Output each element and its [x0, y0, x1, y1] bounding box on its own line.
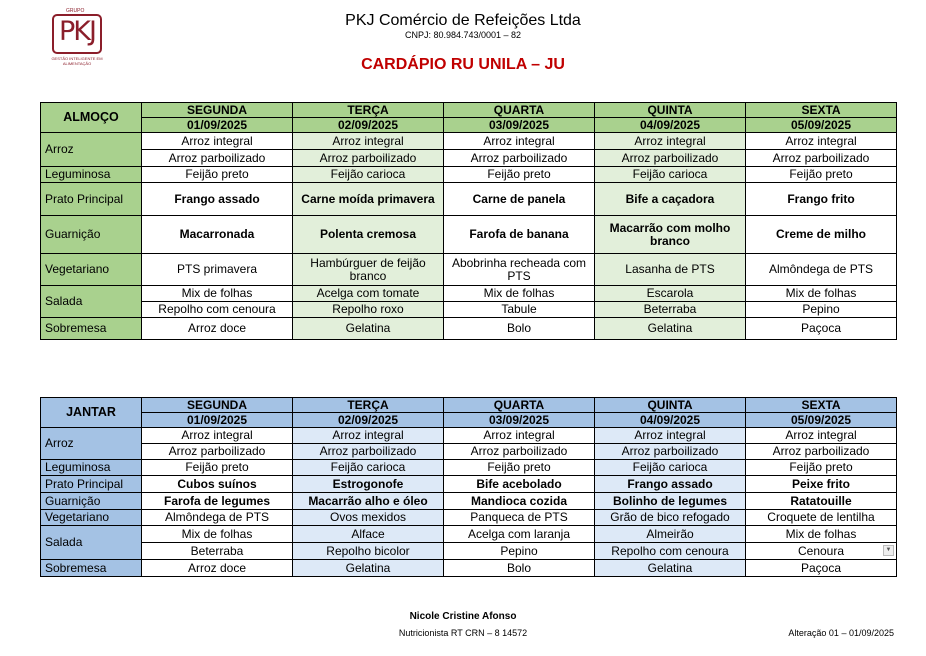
lunch-day-name: SEGUNDA [142, 103, 293, 118]
lunch-category-guarnicao: Guarnição [41, 216, 142, 254]
dinner-day-name: QUINTA [595, 398, 746, 413]
lunch-day-date: 02/09/2025 [293, 118, 444, 133]
lunch-cell: Feijão preto [444, 167, 595, 183]
dinner-category-leguminosa: Leguminosa [41, 460, 142, 476]
dinner-cell: Frango assado [595, 476, 746, 493]
lunch-cell: Almôndega de PTS [746, 254, 897, 286]
dinner-day-name: QUARTA [444, 398, 595, 413]
dinner-category-sobremesa: Sobremesa [41, 560, 142, 577]
lunch-cell: Repolho com cenoura [142, 302, 293, 318]
lunch-cell: Feijão preto [746, 167, 897, 183]
dinner-cell: Arroz integral [595, 428, 746, 444]
lunch-cell: Arroz parboilizado [444, 150, 595, 167]
dinner-cell: Arroz parboilizado [746, 444, 897, 460]
lunch-cell: Farofa de banana [444, 216, 595, 254]
lunch-cell: Bife a caçadora [595, 183, 746, 216]
dinner-cell-with-dropdown[interactable] [746, 543, 897, 560]
lunch-header-dates-row [41, 118, 897, 133]
dinner-cell: Alface [293, 526, 444, 543]
dinner-cell-text: Cenoura [797, 543, 845, 558]
company-name: PKJ Comércio de Refeições Ltda [345, 12, 581, 29]
menu-title: CARDÁPIO RU UNILA – JU [361, 56, 565, 73]
dinner-day-name: SEXTA [746, 398, 897, 413]
dinner-cell: Feijão preto [444, 460, 595, 476]
lunch-cell: Beterraba [595, 302, 746, 318]
lunch-cell: Frango assado [142, 183, 293, 216]
lunch-cell: Carne moída primavera [293, 183, 444, 216]
dinner-cell: Arroz integral [293, 428, 444, 444]
lunch-cell: Polenta cremosa [293, 216, 444, 254]
lunch-category-arroz: Arroz [41, 133, 142, 167]
lunch-cell: Gelatina [595, 318, 746, 340]
lunch-menu-table [40, 102, 897, 340]
lunch-cell: Mix de folhas [142, 286, 293, 302]
lunch-category-sobremesa: Sobremesa [41, 318, 142, 340]
lunch-day-date: 04/09/2025 [595, 118, 746, 133]
lunch-cell: Tabule [444, 302, 595, 318]
dinner-category-guarnicao: Guarnição [41, 493, 142, 510]
lunch-header-days-row [41, 103, 897, 118]
dinner-cell: Feijão carioca [595, 460, 746, 476]
lunch-cell: Paçoca [746, 318, 897, 340]
logo-mark: PKJ [59, 16, 95, 47]
lunch-cell: Abobrinha recheada com PTS [444, 254, 595, 286]
dinner-leguminosa-row [41, 460, 897, 476]
lunch-guarnicao-row [41, 216, 897, 254]
lunch-category-vegetariano: Vegetariano [41, 254, 142, 286]
dinner-header-dates-row [41, 413, 897, 428]
lunch-cell: Arroz integral [444, 133, 595, 150]
dinner-cell: Bolinho de legumes [595, 493, 746, 510]
dinner-cell: Mix de folhas [746, 526, 897, 543]
lunch-day-date: 05/09/2025 [746, 118, 897, 133]
dinner-cell: Cubos suínos [142, 476, 293, 493]
lunch-cell: Arroz parboilizado [595, 150, 746, 167]
lunch-day-name: TERÇA [293, 103, 444, 118]
logo-tagline: GESTÃO INTELIGENTE EM ALIMENTAÇÃO [51, 56, 103, 66]
lunch-cell: Arroz integral [142, 133, 293, 150]
company-cnpj: CNPJ: 80.984.743/0001 – 82 [404, 30, 522, 40]
dinner-category-vegetariano: Vegetariano [41, 510, 142, 526]
dinner-cell: Mandioca cozida [444, 493, 595, 510]
nutritionist-name: Nicole Cristine Afonso [409, 611, 517, 622]
lunch-prato-row [41, 183, 897, 216]
lunch-category-leguminosa: Leguminosa [41, 167, 142, 183]
dinner-arroz-row-2 [41, 444, 897, 460]
lunch-cell: Pepino [746, 302, 897, 318]
dinner-label: JANTAR [41, 398, 142, 428]
dinner-cell: Arroz parboilizado [444, 444, 595, 460]
lunch-cell: Hambúrguer de feijão branco [293, 254, 444, 286]
dinner-day-name: SEGUNDA [142, 398, 293, 413]
dinner-cell: Peixe frito [746, 476, 897, 493]
lunch-cell: Arroz integral [595, 133, 746, 150]
lunch-day-name: SEXTA [746, 103, 897, 118]
dinner-day-name: TERÇA [293, 398, 444, 413]
dinner-cell: Feijão preto [746, 460, 897, 476]
lunch-day-name: QUARTA [444, 103, 595, 118]
dinner-category-prato: Prato Principal [41, 476, 142, 493]
dinner-cell: Feijão preto [142, 460, 293, 476]
lunch-cell: Acelga com tomate [293, 286, 444, 302]
lunch-category-prato: Prato Principal [41, 183, 142, 216]
lunch-cell: Arroz doce [142, 318, 293, 340]
lunch-cell: Mix de folhas [746, 286, 897, 302]
lunch-cell: Feijão carioca [595, 167, 746, 183]
lunch-cell: Creme de milho [746, 216, 897, 254]
dinner-cell: Arroz doce [142, 560, 293, 577]
dinner-cell: Arroz parboilizado [595, 444, 746, 460]
lunch-cell: Escarola [595, 286, 746, 302]
lunch-day-date: 03/09/2025 [444, 118, 595, 133]
dinner-cell: Macarrão alho e óleo [293, 493, 444, 510]
dinner-cell: Paçoca [746, 560, 897, 577]
dinner-cell: Mix de folhas [142, 526, 293, 543]
lunch-cell: Arroz parboilizado [746, 150, 897, 167]
dinner-cell: Estrogonofe [293, 476, 444, 493]
dinner-cell: Arroz parboilizado [142, 444, 293, 460]
lunch-salada-row-1 [41, 286, 897, 302]
lunch-cell: Repolho roxo [293, 302, 444, 318]
dinner-cell: Arroz integral [746, 428, 897, 444]
dinner-sobremesa-row [41, 560, 897, 577]
lunch-cell: Lasanha de PTS [595, 254, 746, 286]
lunch-cell: PTS primavera [142, 254, 293, 286]
dinner-cell: Repolho com cenoura [595, 543, 746, 560]
dinner-day-date: 03/09/2025 [444, 413, 595, 428]
lunch-day-name: QUINTA [595, 103, 746, 118]
dinner-vegetariano-row [41, 510, 897, 526]
dinner-cell: Almôndega de PTS [142, 510, 293, 526]
dinner-cell: Grão de bico refogado [595, 510, 746, 526]
lunch-cell: Feijão carioca [293, 167, 444, 183]
dinner-cell: Gelatina [595, 560, 746, 577]
lunch-cell: Arroz parboilizado [293, 150, 444, 167]
lunch-cell: Macarronada [142, 216, 293, 254]
dinner-salada-row-2 [41, 543, 897, 560]
dinner-cell: Acelga com laranja [444, 526, 595, 543]
dinner-category-salada: Salada [41, 526, 142, 560]
dinner-cell: Farofa de legumes [142, 493, 293, 510]
lunch-leguminosa-row [41, 167, 897, 183]
dinner-cell: Pepino [444, 543, 595, 560]
dinner-cell: Arroz integral [142, 428, 293, 444]
lunch-cell: Gelatina [293, 318, 444, 340]
dinner-menu-table [40, 397, 897, 577]
dinner-salada-row-1 [41, 526, 897, 543]
lunch-cell: Arroz integral [293, 133, 444, 150]
lunch-cell: Feijão preto [142, 167, 293, 183]
nutritionist-registration: Nutricionista RT CRN – 8 14572 [398, 628, 528, 638]
dinner-cell: Bife acebolado [444, 476, 595, 493]
lunch-cell: Mix de folhas [444, 286, 595, 302]
dinner-cell: Repolho bicolor [293, 543, 444, 560]
dinner-day-date: 04/09/2025 [595, 413, 746, 428]
dinner-day-date: 02/09/2025 [293, 413, 444, 428]
dinner-cell: Beterraba [142, 543, 293, 560]
dinner-cell: Ratatouille [746, 493, 897, 510]
lunch-arroz-row-2 [41, 150, 897, 167]
dinner-guarnicao-row [41, 493, 897, 510]
dinner-cell: Arroz parboilizado [293, 444, 444, 460]
dinner-category-arroz: Arroz [41, 428, 142, 460]
lunch-cell: Macarrão com molho branco [595, 216, 746, 254]
dinner-day-date: 05/09/2025 [746, 413, 897, 428]
logo-grupo-text: GRUPO [66, 8, 85, 14]
dropdown-arrow-icon[interactable]: ▼ [883, 545, 894, 556]
lunch-cell: Carne de panela [444, 183, 595, 216]
dinner-cell: Gelatina [293, 560, 444, 577]
lunch-arroz-row-1 [41, 133, 897, 150]
lunch-sobremesa-row [41, 318, 897, 340]
dinner-header-days-row [41, 398, 897, 413]
lunch-cell: Arroz parboilizado [142, 150, 293, 167]
dinner-cell: Ovos mexidos [293, 510, 444, 526]
dinner-cell: Feijão carioca [293, 460, 444, 476]
lunch-cell: Bolo [444, 318, 595, 340]
lunch-label: ALMOÇO [41, 103, 142, 133]
dinner-prato-row [41, 476, 897, 493]
dinner-cell: Croquete de lentilha [746, 510, 897, 526]
dinner-arroz-row-1 [41, 428, 897, 444]
dinner-cell: Bolo [444, 560, 595, 577]
lunch-day-date: 01/09/2025 [142, 118, 293, 133]
lunch-vegetariano-row [41, 254, 897, 286]
lunch-cell: Arroz integral [746, 133, 897, 150]
lunch-cell: Frango frito [746, 183, 897, 216]
dinner-day-date: 01/09/2025 [142, 413, 293, 428]
dinner-cell: Panqueca de PTS [444, 510, 595, 526]
lunch-salada-row-2 [41, 302, 897, 318]
alteration-note: Alteração 01 – 01/09/2025 [788, 628, 894, 638]
lunch-category-salada: Salada [41, 286, 142, 318]
dinner-cell: Almeirão [595, 526, 746, 543]
dinner-cell: Arroz integral [444, 428, 595, 444]
